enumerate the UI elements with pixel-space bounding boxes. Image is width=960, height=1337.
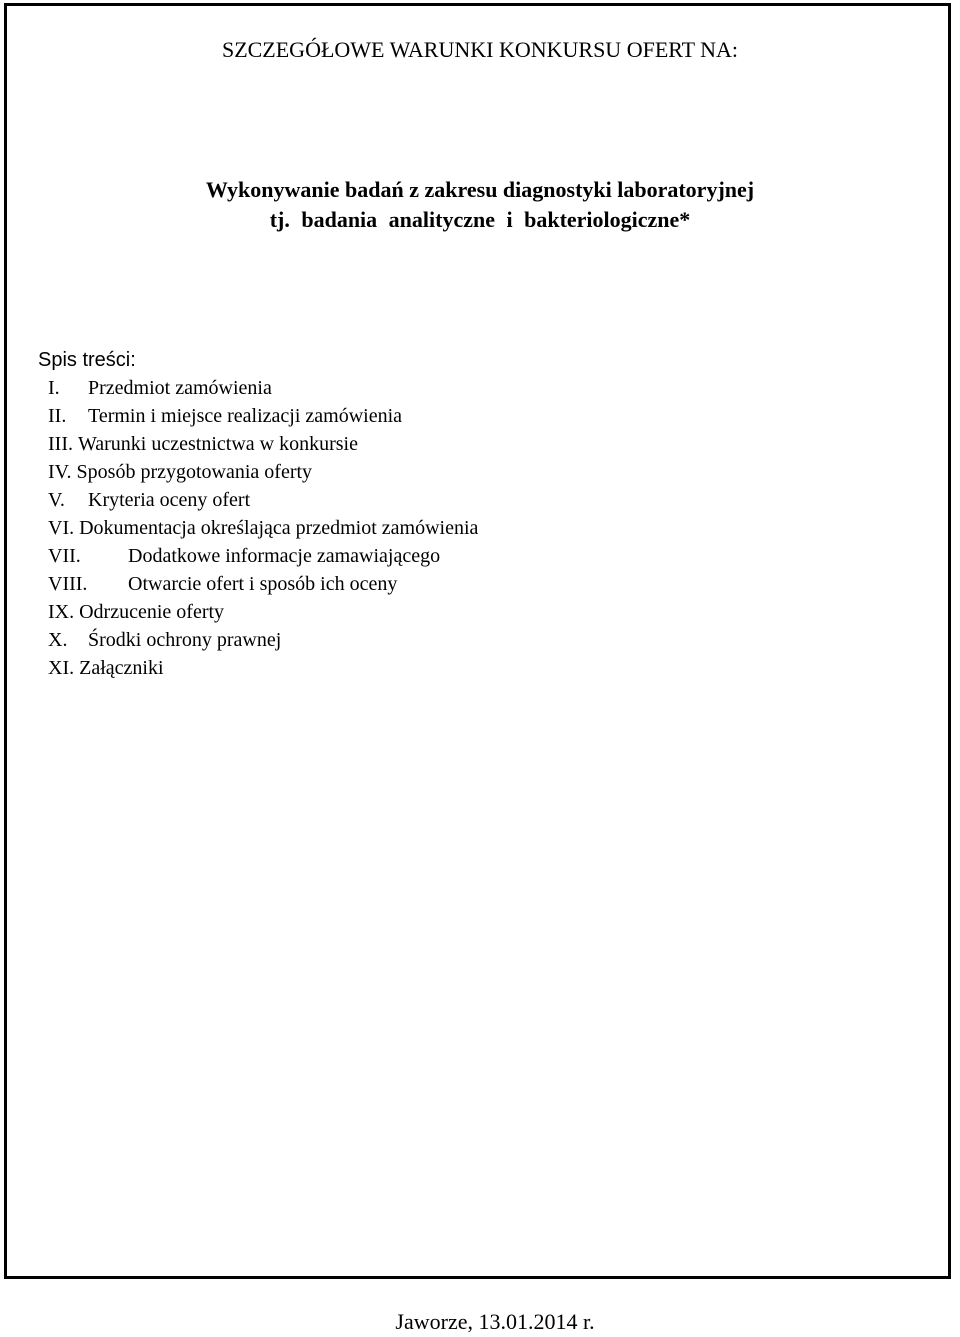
- toc-item: [38, 542, 478, 570]
- toc-item-number: VI.: [48, 517, 75, 539]
- toc-item-label: Przedmiot zamówienia: [88, 377, 272, 399]
- toc-item-label: Termin i miejsce realizacji zamówienia: [88, 405, 403, 427]
- toc-item-number: X.: [48, 629, 68, 651]
- toc-item-label: Warunki uczestnictwa w konkursie: [77, 433, 358, 455]
- toc-item-number: I.: [48, 377, 60, 399]
- document-title: SZCZEGÓŁOWE WARUNKI KONKURSU OFERT NA:: [221, 37, 739, 62]
- toc-item: [38, 514, 478, 542]
- toc-item-label: Kryteria oceny ofert: [88, 489, 251, 511]
- toc-item: [38, 374, 478, 402]
- toc-item-number: IX.: [48, 601, 75, 623]
- toc-item-label: Załączniki: [79, 657, 164, 679]
- toc-item-number: II.: [48, 405, 67, 427]
- table-of-contents: [38, 346, 478, 682]
- toc-item: [38, 430, 478, 458]
- toc-list: [38, 374, 478, 682]
- toc-item-number: VIII.: [48, 573, 88, 595]
- toc-item-label: Odrzucenie oferty: [79, 601, 225, 623]
- subject-line-2: tj. badania analityczne i bakteriologiczne*: [269, 207, 691, 232]
- toc-heading: Spis treści:: [38, 349, 136, 371]
- toc-item-number: XI.: [48, 657, 75, 679]
- toc-item-number: V.: [48, 489, 65, 511]
- toc-item-number: VII.: [48, 545, 81, 567]
- toc-item: [38, 654, 478, 682]
- toc-item-number: IV.: [48, 461, 72, 483]
- toc-item-label: Otwarcie ofert i sposób ich oceny: [128, 573, 398, 595]
- toc-item: [38, 458, 478, 486]
- toc-item-label: Sposób przygotowania oferty: [76, 461, 313, 483]
- subject-line-1: Wykonywanie badań z zakresu diagnostyki laboratoryjnej: [205, 177, 755, 202]
- toc-item-label: Dodatkowe informacje zamawiającego: [128, 545, 441, 567]
- toc-item-label: Środki ochrony prawnej: [88, 629, 282, 651]
- toc-item: [38, 402, 478, 430]
- toc-item: [38, 570, 478, 598]
- place-and-date: Jaworze, 13.01.2014 r.: [395, 1309, 595, 1334]
- toc-item-label: Dokumentacja określająca przedmiot zamówienia: [79, 517, 479, 539]
- toc-item: [38, 598, 478, 626]
- toc-item: [38, 486, 478, 514]
- toc-item-number: III.: [48, 433, 73, 455]
- toc-item: [38, 626, 478, 654]
